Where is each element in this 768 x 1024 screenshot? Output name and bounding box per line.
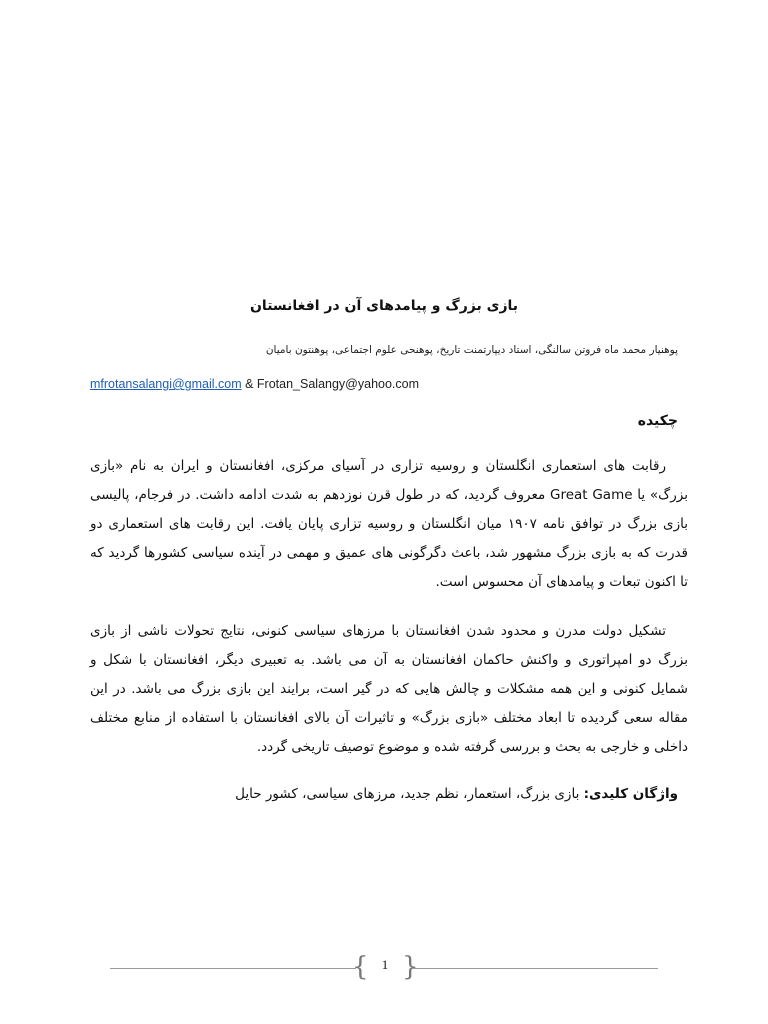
keywords-text: بازی بزرگ، استعمار، نظم جدید، مرزهای سیاسی، کشور حایل xyxy=(235,786,584,802)
footer-divider-right xyxy=(412,968,658,969)
keywords-label: واژگان کلیدی: xyxy=(583,786,678,802)
email-secondary: & Frotan_Salangy@yahoo.com xyxy=(241,377,420,391)
footer-divider-left xyxy=(110,968,356,969)
abstract-paragraph-1: رقابت های استعماری انگلستان و روسیه تزاری در آسیای مرکزی، افغانستان و ایران به نام «بازی بزرگ» یا Great Game معروف گردید، که در طول قرن نوزدهم به شدت ادامه داشت. در فرجام، پالیسی بازی بزرگ در توافق نامه ۱۹۰۷ میان انگلستان و روسیه تزاری پایان یافت. این رقابت های استعماری دو قدرت که به بازی بزرگ مشهور شد، باعث دگرگونی های عمیق و مهمی در آینده سیاسی کشورها گردید که تا اکنون تبعات و پیامدهای آن محسوس است. xyxy=(90,458,688,590)
email-link[interactable]: mfrotansalangi@gmail.com xyxy=(90,377,242,391)
abstract-heading: چکیده xyxy=(637,413,678,429)
keywords-line xyxy=(80,786,678,802)
author-emails xyxy=(90,377,419,391)
author-affiliation: پوهنیار محمد ماه فروتن سالنگی، استاد دیپارتمنت تاریخ، پوهنحی علوم اجتماعی، پوهنتون بامیان xyxy=(265,344,678,356)
page-number: 1 xyxy=(381,957,389,972)
left-brace-icon: { xyxy=(352,952,369,982)
document-title: بازی بزرگ و پیامدهای آن در افغانستان xyxy=(249,298,519,314)
right-brace-icon: } xyxy=(402,952,419,982)
abstract-paragraph-2: تشکیل دولت مدرن و محدود شدن افغانستان با مرزهای سیاسی کنونی، نتایج تحولات ناشی از بازی بزرگ دو امپراتوری و واکنش حاکمان افغانستان به آن می باشد. به تعبیری دیگر، افغانستان با شکل و شمایل کنونی و این همه مشکلات و چالش هایی که در گیر است، برایند این بازی بزرگ می باشد. در این مقاله سعی گردیده تا ابعاد مختلف «بازی بزرگ» و تاثیرات آن بالای افغانستان با استفاده از منابع مختلف داخلی و خارجی به بحث و بررسی گرفته شده و موضوع توصیف تاریخی گردد. xyxy=(90,623,688,755)
